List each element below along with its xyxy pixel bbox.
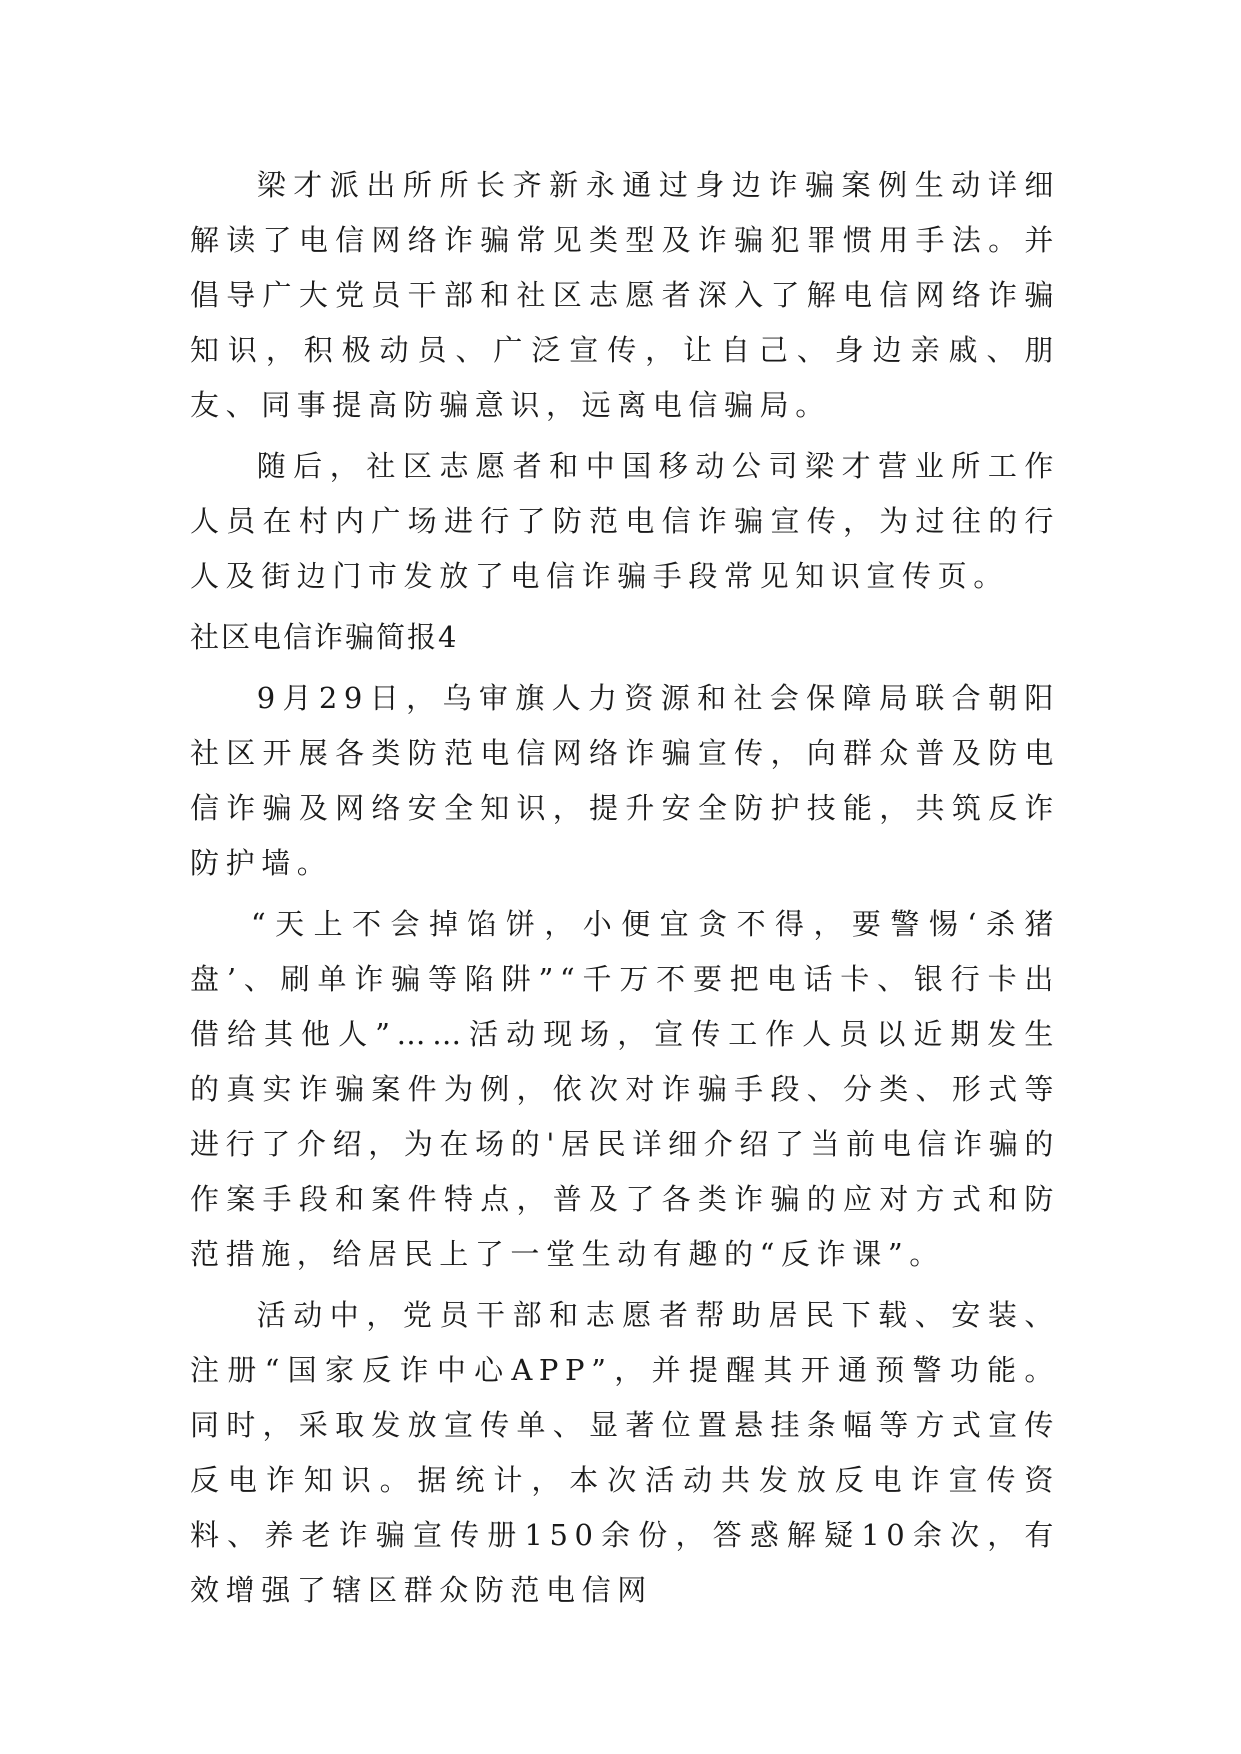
document-body [190,158,1060,1624]
paragraph-app-install: 活动中，党员干部和志愿者帮助居民下载、安装、注册“国家反诈中心APP”，并提醒其开通预警功能。同时，采取发放宣传单、显著位置悬挂条幅等方式宣传反电诈知识。据统计，本次活动共发放反电诈宣传资料、养老诈骗宣传册150余份，答惑解疑10余次，有效增强了辖区群众防范电信网 [190,1298,1060,1607]
paragraph-anti-fraud-quotes: “天上不会掉馅饼，小便宜贪不得，要警惕‘杀猪盘’、刷单诈骗等陷阱”“千万不要把电话卡、银行卡出借给其他人”……活动现场，宣传工作人员以近期发生的真实诈骗案件为例，依次对诈骗手段、分类、形式等进行了介绍，为在场的'居民详细介绍了当前电信诈骗的作案手段和案件特点，普及了各类诈骗的应对方式和防范措施，给居民上了一堂生动有趣的“反诈课”。 [190,907,1060,1271]
paragraph-square-publicity: 随后，社区志愿者和中国移动公司梁才营业所工作人员在村内广场进行了防范电信诈骗宣传，为过往的行人及街边门市发放了电信诈骗手段常见知识宣传页。 [190,449,1060,593]
section-title: 社区电信诈骗简报4 [190,620,459,654]
paragraph-police-briefing: 梁才派出所所长齐新永通过身边诈骗案例生动详细解读了电信网络诈骗常见类型及诈骗犯罪惯用手法。并倡导广大党员干部和社区志愿者深入了解电信网络诈骗知识，积极动员、广泛宣传，让自己、身边亲戚、朋友、同事提高防骗意识，远离电信骗局。 [190,168,1060,422]
paragraph-sept-29-event: 9月29日，乌审旗人力资源和社会保障局联合朝阳社区开展各类防范电信网络诈骗宣传，向群众普及防电信诈骗及网络安全知识，提升安全防护技能，共筑反诈防护墙。 [190,681,1060,880]
